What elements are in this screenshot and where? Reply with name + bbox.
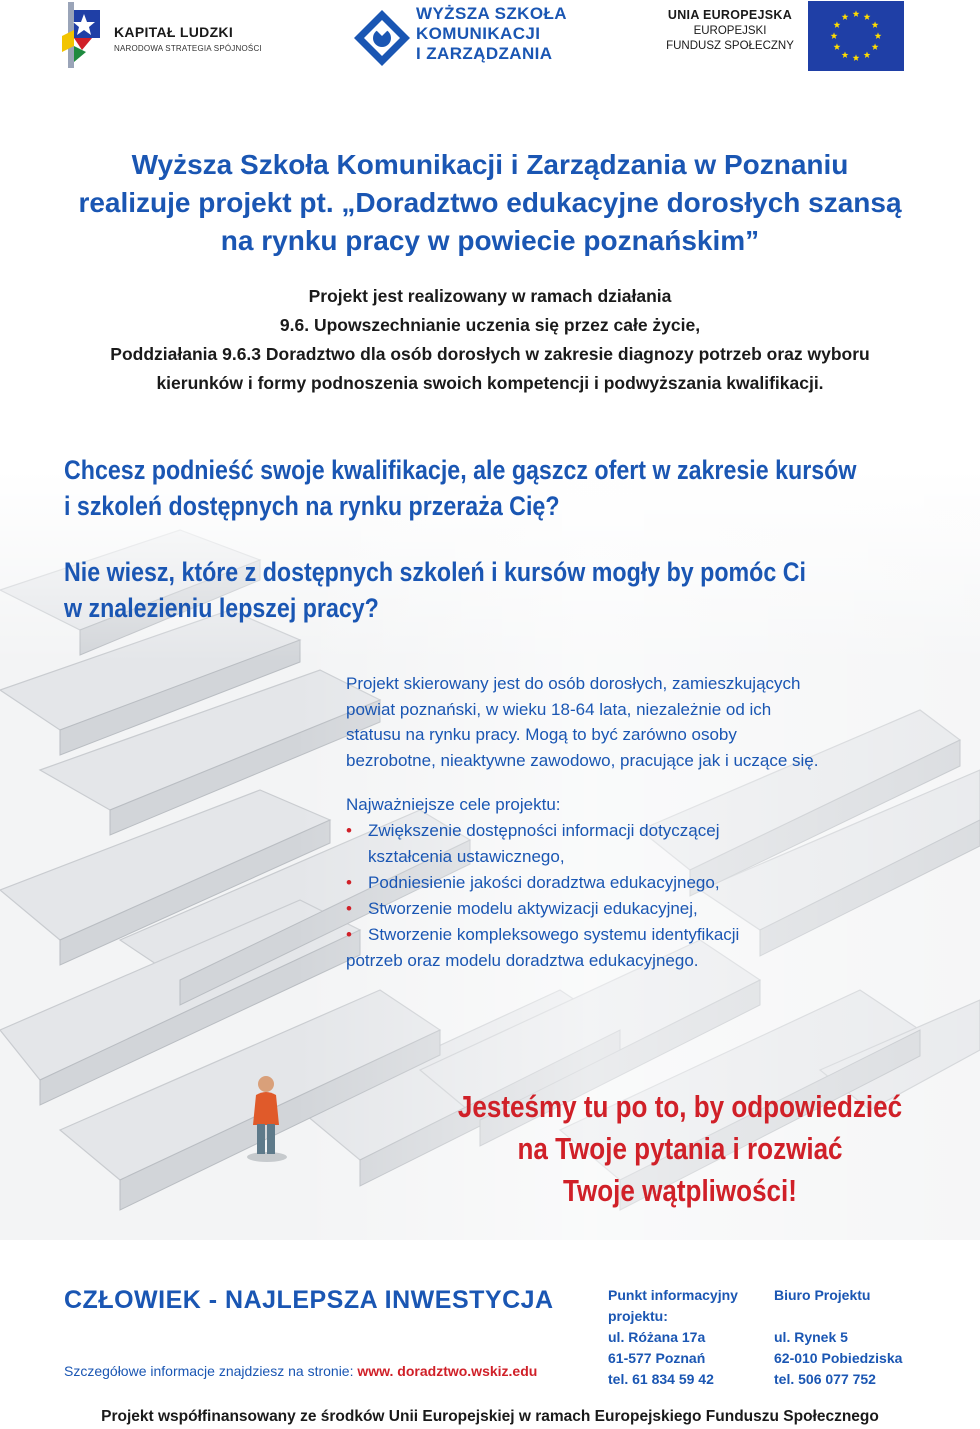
contact-line: 62-010 Pobiedziska: [774, 1350, 903, 1366]
goal-text: kształcenia ustawicznego,: [368, 847, 565, 866]
bullet-icon: •: [346, 821, 352, 840]
eu-flag-icon: [808, 1, 904, 71]
headline-line: Wyższa Szkoła Komunikacji i Zarządzania w Poznaniu: [131, 149, 849, 180]
eu-line2: EUROPEJSKI: [693, 25, 767, 37]
contact-line: Punkt informacyjny: [608, 1287, 738, 1303]
wskiz-logo-text: [416, 4, 567, 64]
slogan-line: na Twoje pytania i rozwiać: [517, 1131, 843, 1166]
contact-line: 61-577 Poznań: [608, 1350, 706, 1366]
wskiz-logo: [352, 0, 602, 80]
intro-line: bezrobotne, nieaktywne zawodowo, pracujące jak i uczące się.: [346, 750, 819, 770]
question-block: [64, 554, 821, 626]
contact-line: [774, 1306, 902, 1327]
target-group-paragraph: [346, 671, 966, 773]
project-office-block: [774, 1285, 902, 1390]
bullet-icon: •: [346, 925, 352, 944]
contact-point-block: [608, 1285, 738, 1390]
question-block: [64, 452, 857, 524]
contact-line: ul. Różana 17a: [608, 1329, 706, 1345]
eu-line1: UNIA EUROPEJSKA: [667, 8, 793, 22]
intro-line: powiat poznański, w wieku 18-64 lata, niezależnie od ich: [346, 699, 772, 719]
cofinance-note: Projekt współfinansowany ze środków Unii Europejskiej w ramach Europejskiego Funduszu Społecznego: [101, 1408, 879, 1425]
more-info-label: Szczegółowe informacje znajdziesz na stronie:: [64, 1363, 354, 1379]
goal-text: Stworzenie modelu aktywizacji edukacyjnej,: [368, 899, 698, 918]
goals-list: [346, 818, 966, 974]
contact-line: ul. Rynek 5: [774, 1329, 848, 1345]
more-info-line: [64, 1363, 537, 1379]
kapital-ludzki-emblem-icon: [60, 2, 110, 68]
goal-item: [346, 896, 966, 922]
kapital-ludzki-logo: [60, 2, 290, 70]
measure-line: Projekt jest realizowany w ramach działania: [308, 286, 672, 306]
eu-logo: [660, 0, 908, 74]
contact-line: projektu:: [608, 1308, 668, 1324]
wskiz-line3: I ZARZĄDZANIA: [416, 44, 553, 63]
slogan-line: Jesteśmy tu po to, by odpowiedzieć: [457, 1089, 903, 1124]
goal-text: Stworzenie kompleksowego systemu identyfikacji: [368, 925, 740, 944]
kapital-ludzki-subtitle: NARODOWA STRATEGIA SPÓJNOŚCI: [114, 44, 262, 53]
question-line: Nie wiesz, które z dostępnych szkoleń i kursów mogły by pomóc Ci: [64, 557, 806, 587]
goals-title: Najważniejsze cele projektu:: [346, 795, 561, 814]
slogan: [400, 1086, 960, 1212]
goal-item: [346, 948, 966, 974]
measure-line: kierunków i formy podnoszenia swoich kompetencji i podwyższania kwalifikacji.: [156, 373, 824, 393]
question-line: w znalezieniu lepszej pracy?: [64, 593, 379, 623]
goal-item: [346, 844, 966, 870]
project-measure-text: [40, 282, 940, 398]
bullet-icon: •: [346, 873, 352, 892]
goal-item: [346, 922, 966, 948]
eu-line3: FUNDUSZ SPOŁECZNY: [666, 40, 794, 52]
contact-phone: tel. 506 077 752: [774, 1371, 876, 1387]
goal-item: [346, 818, 966, 844]
intro-line: statusu na rynku pracy. Mogą to być zarówno osoby: [346, 725, 737, 744]
headline-line: realizuje projekt pt. „Doradztwo edukacyjne dorosłych szansą: [78, 187, 902, 218]
footer-tagline: CZŁOWIEK - NAJLEPSZA INWESTYCJA: [64, 1286, 554, 1314]
eu-logo-text: [660, 8, 800, 54]
contact-line: Biuro Projektu: [774, 1287, 871, 1303]
kapital-ludzki-name: KAPITAŁ LUDZKI: [114, 24, 234, 40]
wskiz-line1: WYŻSZA SZKOŁA: [416, 4, 567, 23]
intro-line: Projekt skierowany jest do osób dorosłych, zamieszkujących: [346, 674, 801, 693]
bullet-icon: •: [346, 899, 352, 918]
slogan-line: Twoje wątpliwości!: [563, 1173, 797, 1208]
website-link[interactable]: www. doradztwo.wskiz.edu: [357, 1363, 538, 1379]
project-headline: [40, 146, 940, 260]
wskiz-emblem-icon: [352, 8, 412, 68]
contact-phone: tel. 61 834 59 42: [608, 1371, 714, 1387]
question-line: i szkoleń dostępnych na rynku przeraża Cię?: [64, 491, 560, 521]
goal-text: potrzeb oraz modelu doradztwa edukacyjnego.: [346, 951, 699, 970]
measure-line: 9.6. Upowszechnianie uczenia się przez całe życie,: [279, 315, 701, 335]
question-line: Chcesz podnieść swoje kwalifikacje, ale gąszcz ofert w zakresie kursów: [64, 455, 857, 485]
measure-line: Poddziałania 9.6.3 Doradztwo dla osób dorosłych w zakresie diagnozy potrzeb oraz wyboru: [110, 344, 870, 364]
goal-text: Podniesienie jakości doradztwa edukacyjnego,: [368, 873, 720, 892]
goal-item: [346, 870, 966, 896]
headline-line: na rynku pracy w powiecie poznańskim”: [220, 225, 760, 256]
goal-text: Zwiększenie dostępności informacji dotyczącej: [368, 821, 720, 840]
wskiz-line2: KOMUNIKACJI: [416, 24, 541, 43]
